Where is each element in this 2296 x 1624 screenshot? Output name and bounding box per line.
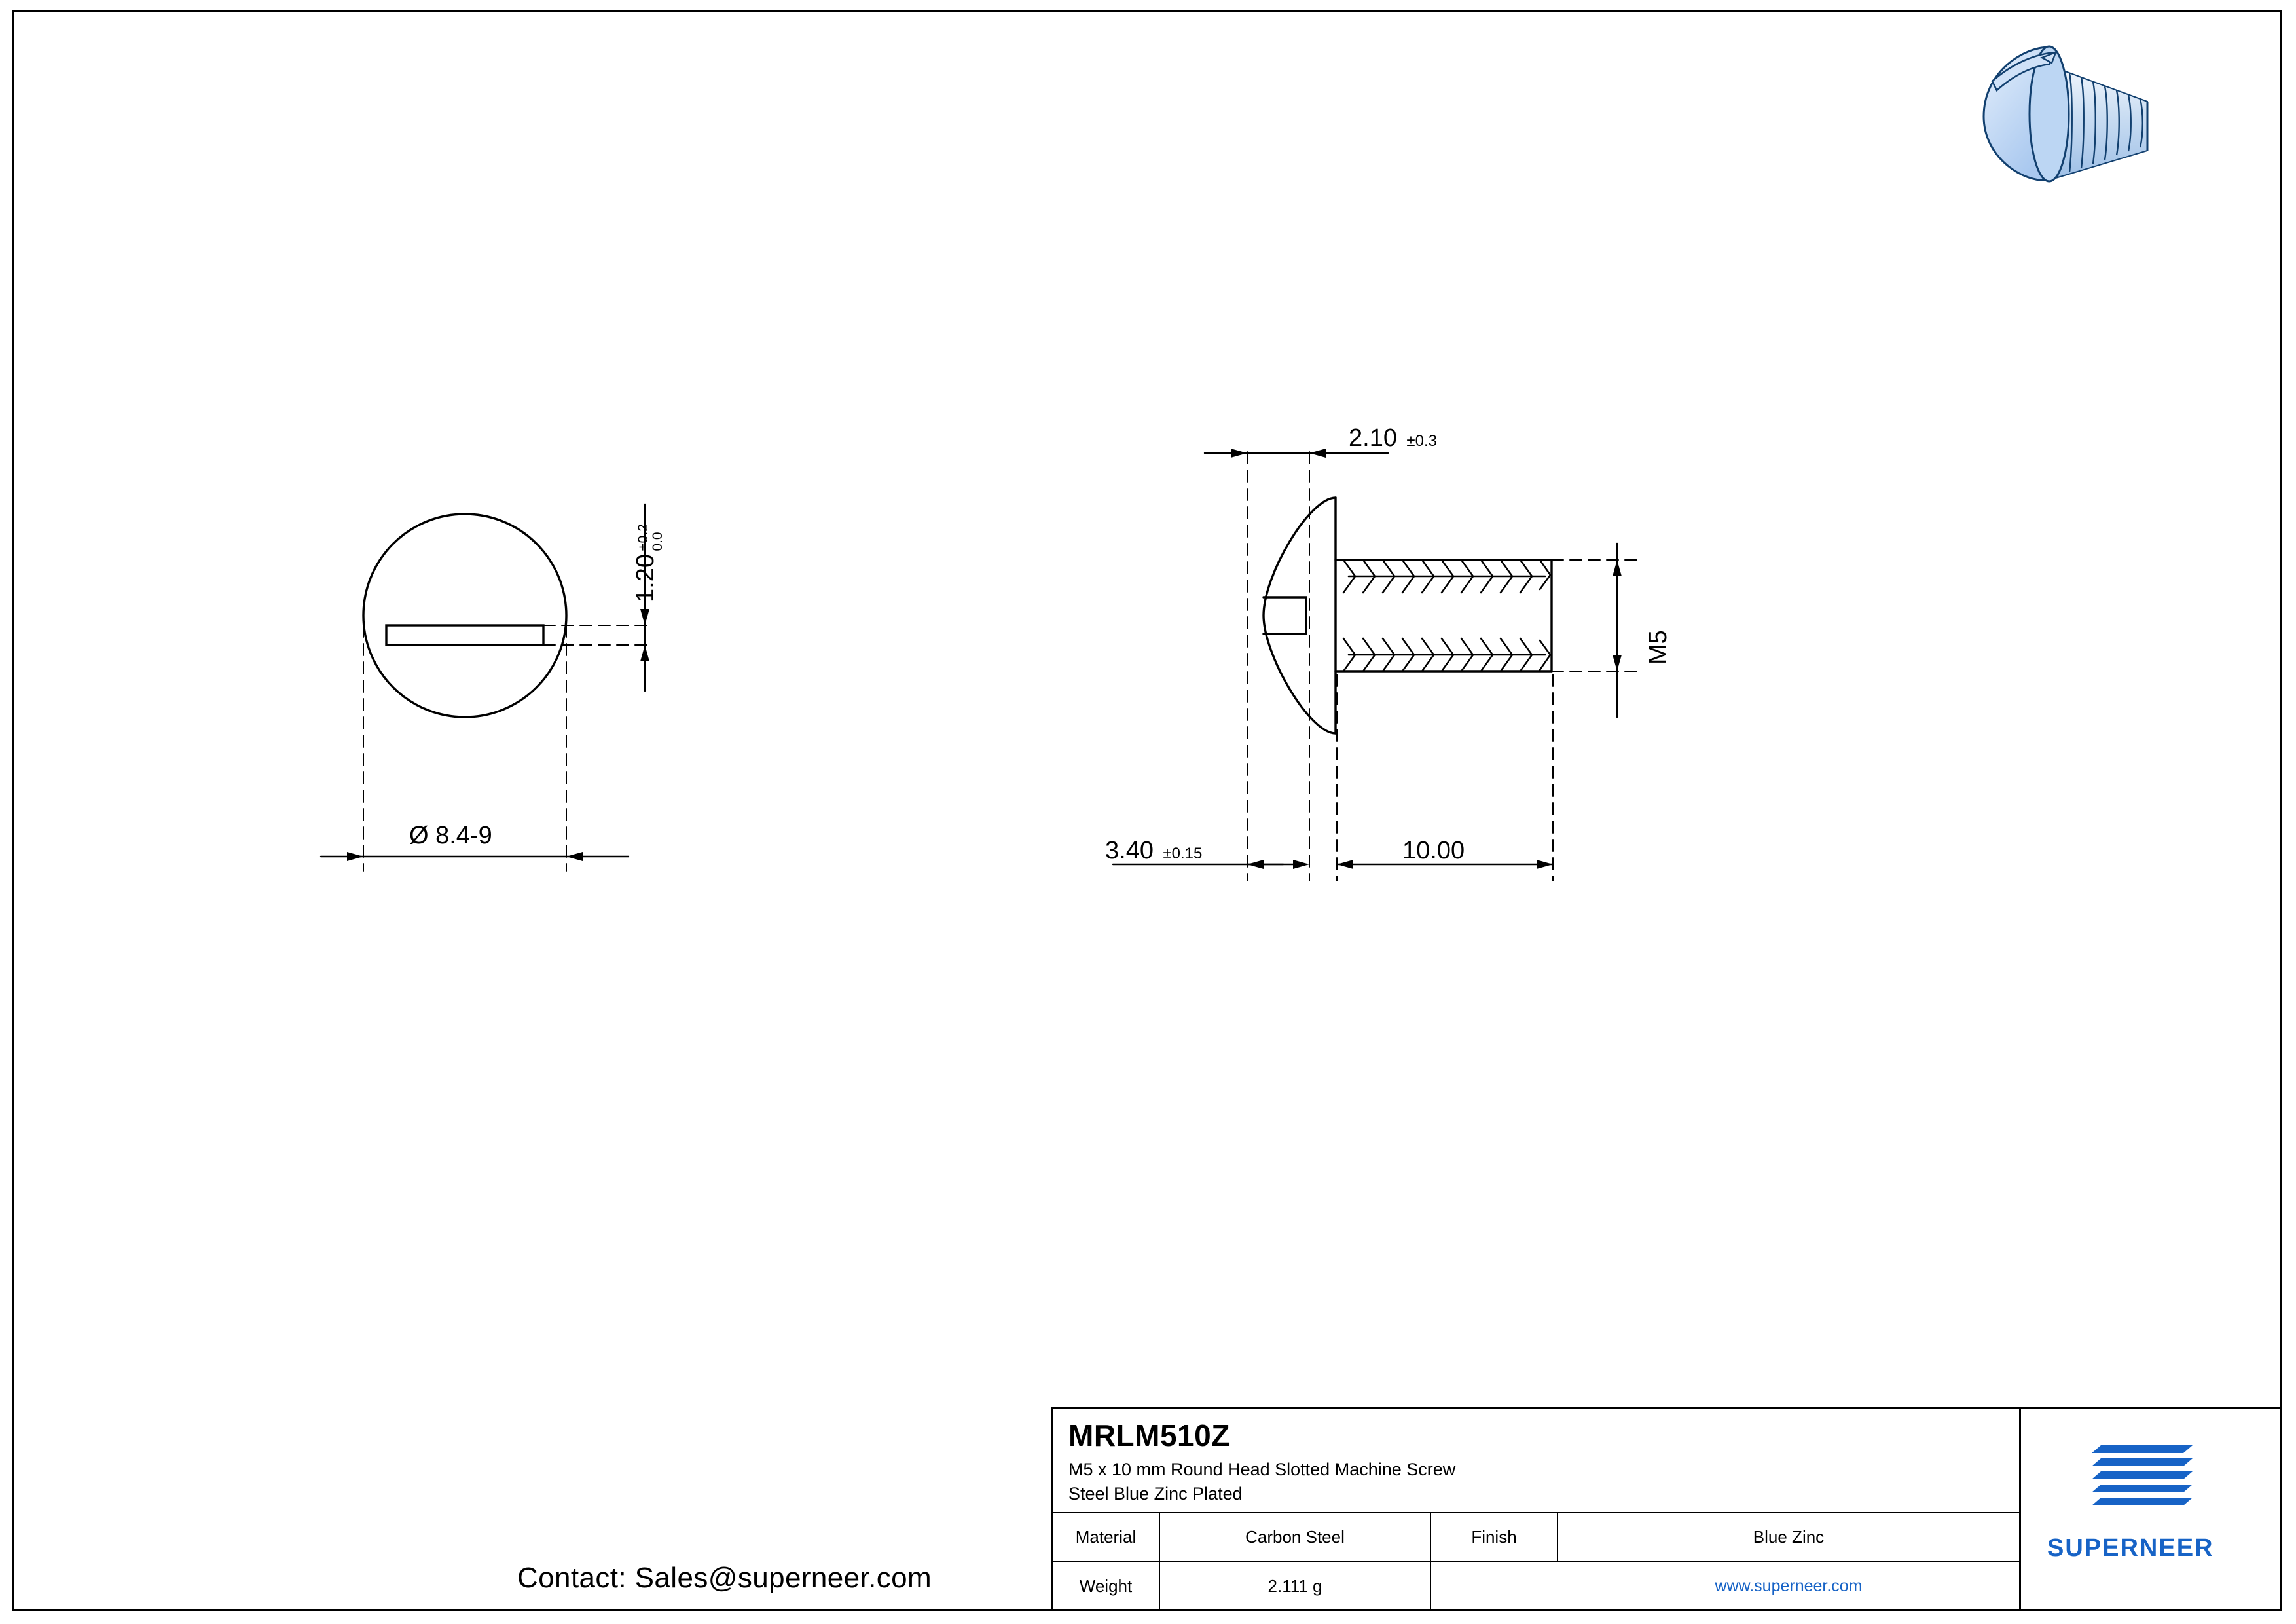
weight-value: 2.111 g (1160, 1562, 1431, 1612)
website-cell (1558, 1562, 2019, 1612)
finish-value: Blue Zinc (1753, 1526, 1825, 1547)
dim-text-thread-length: 10.00 (1402, 837, 1465, 864)
description-line-1: M5 x 10 mm Round Head Slotted Machine Screw (1068, 1460, 1456, 1479)
dim-text-head-height-value: 2.10 (1349, 424, 1397, 452)
screw-3d-head (1984, 46, 2069, 181)
weight-label: Weight (1053, 1562, 1160, 1612)
finish-label: Finish (1431, 1513, 1558, 1561)
part-number: MRLM510Z (1068, 1418, 1230, 1452)
dim-text-head-offset-tol: ±0.15 (1163, 845, 1203, 862)
dim-text-slot-depth-tol-lower: 0.0 (649, 532, 665, 551)
website-link[interactable]: www.superneer.com (1715, 1577, 1863, 1596)
spec-table (1053, 1512, 2019, 1611)
dim-text-head-offset-value: 3.40 (1105, 837, 1154, 864)
material-label: Material (1053, 1513, 1160, 1561)
dim-text-slot-depth-value: 1.20 (632, 554, 659, 602)
material-value: Carbon Steel (1160, 1513, 1431, 1561)
dim-text-head-height (1349, 424, 1437, 452)
screw-3d-render (1951, 39, 2226, 236)
dim-text-head-height-tol: ±0.3 (1406, 432, 1437, 450)
title-block-info (1053, 1409, 2021, 1609)
dim-text-thread-size-value: M5 (1645, 630, 1672, 665)
sheet-border (12, 10, 2282, 1611)
dim-text-head-offset (1105, 837, 1202, 865)
brand-name: SUPERNEER (2047, 1534, 2214, 1562)
dim-text-diameter: Ø 8.4-9 (409, 822, 492, 849)
superneer-logo-icon (2092, 1437, 2196, 1521)
contact-text: Contact: Sales@superneer.com (517, 1562, 932, 1594)
description-line-2: Steel Blue Zinc Plated (1068, 1484, 1243, 1504)
dim-text-slot-depth-tol-upper: +0.2 (635, 524, 651, 551)
website-spacer (1431, 1562, 1558, 1612)
title-block (1051, 1407, 2282, 1611)
brand-logo (2021, 1409, 2280, 1609)
spec-row-weight (1053, 1562, 2019, 1612)
spec-row-material (1053, 1513, 2019, 1562)
